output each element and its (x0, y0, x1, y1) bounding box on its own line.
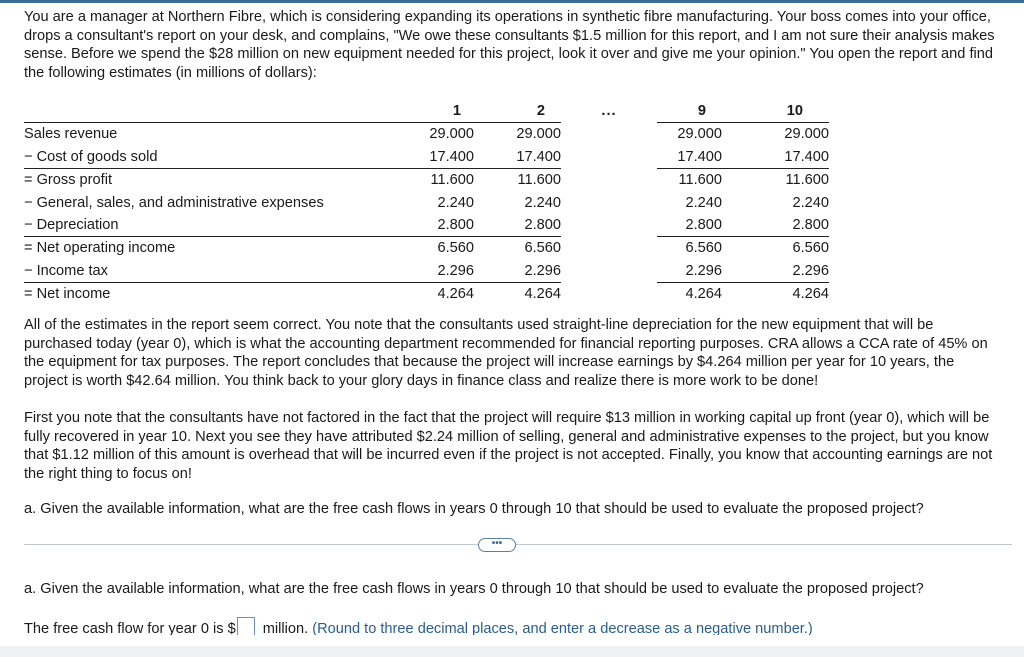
cell-year-9: 17.400 (657, 146, 722, 169)
cell-year-9: 2.800 (657, 214, 722, 237)
analysis-paragraph: All of the estimates in the report seem correct. You note that the consultants used straight-line depreciation for the new equipment that will be purchased today (year 0), which is what the accounting department recommended for financial reporting purposes. CRA allows a CCA rate of 45% on the equipment for tax purposes. The report concludes that because the project will increase earnings by $4.264 million per year for 10 years, the project is worth $42.64 million. You think back to your glory days in finance class and realize there is more work to be done! (24, 317, 988, 389)
row-label: − Income tax (24, 260, 382, 283)
cell-year-1: 17.400 (382, 146, 474, 169)
cell-year-10: 4.264 (792, 286, 829, 303)
cell-year-1: 2.296 (382, 260, 474, 283)
cell-year-10: 2.240 (792, 194, 829, 211)
answer-input-box[interactable] (237, 617, 255, 635)
cell-year-10: 17.400 (722, 146, 829, 169)
cell-year-1: 2.240 (437, 194, 474, 211)
table-row (24, 123, 829, 146)
cell-year-2: 11.600 (517, 172, 561, 189)
more-options-button[interactable]: ••• (478, 538, 516, 552)
row-label: = Gross profit (24, 172, 112, 189)
section-divider (24, 544, 1012, 545)
cell-year-10: 11.600 (785, 172, 829, 189)
cell-ellipsis (561, 123, 657, 146)
cell-year-1: 2.800 (382, 214, 474, 237)
cell-year-10: 2.296 (722, 260, 829, 283)
cell-ellipsis (561, 237, 657, 260)
table-row (24, 237, 829, 260)
estimates-table (24, 100, 829, 306)
cell-ellipsis (561, 214, 657, 237)
row-label: − Cost of goods sold (24, 146, 382, 169)
cell-year-9: 2.296 (657, 260, 722, 283)
table-row (24, 169, 829, 192)
cell-year-1: 4.264 (437, 286, 474, 303)
cell-year-2: 2.800 (474, 214, 561, 237)
header-year-9: 9 (657, 100, 722, 123)
working-capital-paragraph: First you note that the consultants have not factored in the fact that the project will require $13 million in working capital up front (year 0), which will be fully recovered in year 10. Next you see they have attributed $2.24 million of selling, general and administrative expenses to the project, but you know that $1.12 million of this amount is overhead that will be incurred even if the project is not accepted. Finally, you know that accounting earnings are not the right thing to focus on! (24, 410, 993, 482)
cell-year-10: 6.560 (792, 240, 829, 257)
table-row (24, 214, 829, 237)
cell-year-2: 2.296 (474, 260, 561, 283)
row-label: − Depreciation (24, 214, 382, 237)
header-year-1: 1 (382, 100, 474, 123)
header-ellipsis: ... (601, 103, 617, 120)
row-label: Sales revenue (24, 126, 118, 143)
cell-year-2: 4.264 (524, 286, 561, 303)
bottom-bar (0, 646, 1024, 657)
answer-suffix: million. (258, 621, 313, 635)
cell-ellipsis (561, 146, 657, 169)
intro-paragraph: You are a manager at Northern Fibre, which is considering expanding its operations in synthetic fibre manufacturing. Your boss comes into your office, drops a consultant's report on your desk, and complains, "We owe these consultants $1.5 million for this report, and I am not sure their analysis makes sense. Before we spend the $28 million on new equipment needed for this project, look it over and give me your opinion." You open the report and find the following estimates (in millions of dollars): (24, 9, 995, 81)
cell-year-9: 2.240 (685, 194, 722, 211)
cell-ellipsis (561, 260, 657, 283)
header-year-2: 2 (474, 100, 561, 123)
answer-prefix: The free cash flow for year 0 is $ (24, 621, 236, 635)
cell-year-1: 11.600 (430, 172, 474, 189)
cell-year-2: 29.000 (516, 126, 561, 143)
table-row (24, 192, 829, 214)
header-label-cell (24, 100, 382, 123)
cell-year-1: 29.000 (429, 126, 474, 143)
cell-year-2: 6.560 (524, 240, 561, 257)
row-label: − General, sales, and administrative expenses (24, 194, 324, 211)
row-label: = Net operating income (24, 240, 176, 257)
table-row (24, 146, 829, 169)
cell-year-2: 17.400 (474, 146, 561, 169)
question-text: a. Given the available information, what are the free cash flows in years 0 through 10 that should be used to evaluate the proposed project? (24, 501, 924, 517)
cell-year-9: 4.264 (685, 286, 722, 303)
answer-line (24, 617, 1014, 635)
header-year-10: 10 (722, 100, 829, 123)
cell-year-2: 2.240 (524, 194, 561, 211)
table-header-row (24, 100, 829, 123)
cell-ellipsis (561, 283, 657, 306)
cell-year-9: 6.560 (685, 240, 722, 257)
table-row (24, 283, 829, 306)
cell-year-1: 6.560 (437, 240, 474, 257)
row-label: = Net income (24, 286, 111, 303)
cell-year-9: 29.000 (677, 126, 722, 143)
cell-year-10: 29.000 (784, 126, 829, 143)
answer-hint: (Round to three decimal places, and enter a decrease as a negative number.) (312, 621, 813, 635)
cell-ellipsis (561, 169, 657, 192)
cell-ellipsis (561, 192, 657, 214)
cell-year-9: 11.600 (678, 172, 722, 189)
top-accent-bar (0, 0, 1024, 3)
cell-year-10: 2.800 (722, 214, 829, 237)
table-row (24, 260, 829, 283)
question-repeat-text: a. Given the available information, what are the free cash flows in years 0 through 10 that should be used to evaluate the proposed project? (24, 581, 924, 597)
